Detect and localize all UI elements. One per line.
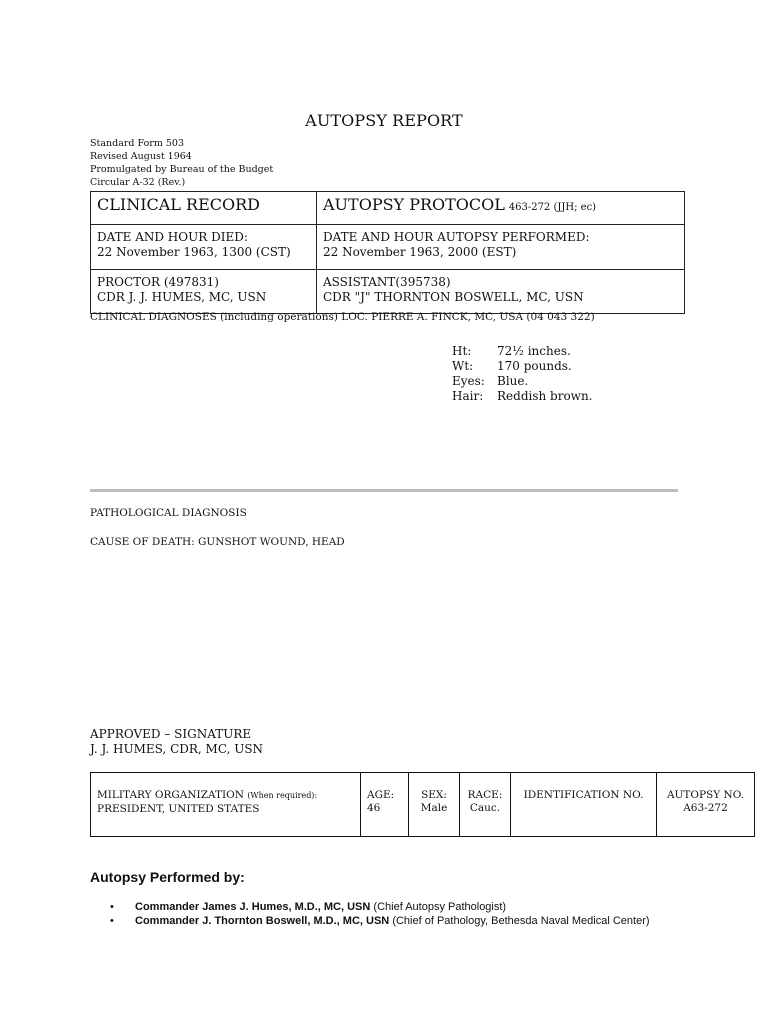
assistant-cell — [317, 270, 685, 314]
military-organization-value: PRESIDENT, UNITED STATES — [97, 802, 260, 815]
date-autopsy-value: 22 November 1963, 2000 (EST) — [323, 245, 517, 259]
proctor-value: CDR J. J. HUMES, MC, USN — [97, 290, 267, 304]
approval-signature — [90, 727, 263, 757]
performed-by-heading: Autopsy Performed by: — [90, 869, 245, 885]
table-row — [91, 270, 685, 314]
assistant-label: ASSISTANT(395738) — [323, 275, 451, 289]
table-row — [91, 225, 685, 270]
autopsy-number-value: A63-272 — [683, 801, 728, 814]
approval-label: APPROVED – SIGNATURE — [90, 727, 252, 741]
measure-value: 170 pounds. — [497, 359, 572, 373]
age-value: 46 — [367, 801, 381, 814]
date-died-label: DATE AND HOUR DIED: — [97, 230, 248, 244]
measure-row — [452, 359, 593, 374]
measure-value: Reddish brown. — [497, 389, 593, 403]
measure-row — [452, 389, 593, 404]
identification-cell — [511, 773, 657, 837]
physical-measures — [452, 344, 593, 404]
performer-role: (Chief of Pathology, Bethesda Naval Medical Center) — [392, 915, 650, 927]
measure-row — [452, 344, 593, 359]
assistant-value: CDR "J" THORNTON BOSWELL, MC, USN — [323, 290, 584, 304]
approval-name: J. J. HUMES, CDR, MC, USN — [90, 742, 264, 756]
page-title: AUTOPSY REPORT — [305, 111, 463, 130]
measure-label: Ht: — [452, 344, 472, 358]
autopsy-number-label: AUTOPSY NO. — [666, 789, 745, 801]
identification-table — [90, 772, 755, 837]
sex-label: SEX: — [421, 789, 447, 801]
autopsy-protocol-cell — [317, 192, 685, 225]
age-cell — [361, 773, 409, 837]
form-info-line: Standard Form 503 — [90, 138, 184, 149]
list-item — [110, 900, 650, 914]
military-organization-note: (When required): — [247, 791, 318, 800]
performer-name: Commander J. Thornton Boswell, M.D., MC, USN — [135, 915, 390, 927]
measure-label: Hair: — [452, 389, 484, 403]
autopsy-protocol-heading: AUTOPSY PROTOCOL — [323, 195, 505, 214]
military-organization-cell — [91, 773, 361, 837]
identification-label: IDENTIFICATION NO. — [523, 789, 644, 801]
measure-value: Blue. — [497, 374, 529, 388]
race-value: Cauc. — [469, 801, 501, 814]
age-label: AGE: — [367, 789, 395, 801]
clinical-record-heading: CLINICAL RECORD — [97, 195, 260, 214]
performers-list — [110, 900, 650, 928]
date-died-value: 22 November 1963, 1300 (CST) — [97, 245, 291, 259]
clinical-diagnoses: CLINICAL DIAGNOSES (including operations) LOC. PIERRE A. FINCK, MC, USA (04 043 322) — [90, 311, 595, 323]
bullet-icon: • — [110, 901, 114, 913]
date-died-cell — [91, 225, 317, 270]
military-organization-label: MILITARY ORGANIZATION — [97, 789, 244, 801]
performer-name: Commander James J. Humes, M.D., MC, USN — [135, 901, 371, 913]
autopsy-protocol-number: 463-272 (JJH; ec) — [508, 202, 597, 213]
form-info-line: Revised August 1964 — [90, 151, 192, 162]
sex-cell — [409, 773, 460, 837]
cause-of-death: CAUSE OF DEATH: GUNSHOT WOUND, HEAD — [90, 536, 345, 548]
section-divider — [90, 489, 678, 492]
clinical-record-table — [90, 191, 685, 314]
date-autopsy-label: DATE AND HOUR AUTOPSY PERFORMED: — [323, 230, 590, 244]
proctor-cell — [91, 270, 317, 314]
list-item — [110, 914, 650, 928]
form-info — [90, 137, 273, 189]
proctor-label: PROCTOR (497831) — [97, 275, 219, 289]
race-cell — [460, 773, 511, 837]
form-info-line: Circular A-32 (Rev.) — [90, 177, 186, 188]
autopsy-number-cell — [657, 773, 755, 837]
race-label: RACE: — [467, 789, 503, 801]
measure-row — [452, 374, 593, 389]
pathological-diagnosis-heading: PATHOLOGICAL DIAGNOSIS — [90, 507, 247, 519]
measure-value: 72½ inches. — [497, 344, 571, 358]
bullet-icon: • — [110, 915, 114, 927]
form-info-line: Promulgated by Bureau of the Budget — [90, 164, 274, 175]
measure-label: Eyes: — [452, 374, 485, 388]
performer-role: (Chief Autopsy Pathologist) — [373, 901, 507, 913]
measure-label: Wt: — [452, 359, 474, 373]
sex-value: Male — [420, 801, 448, 814]
table-row — [91, 773, 755, 837]
clinical-record-cell — [91, 192, 317, 225]
table-row — [91, 192, 685, 225]
date-autopsy-cell — [317, 225, 685, 270]
